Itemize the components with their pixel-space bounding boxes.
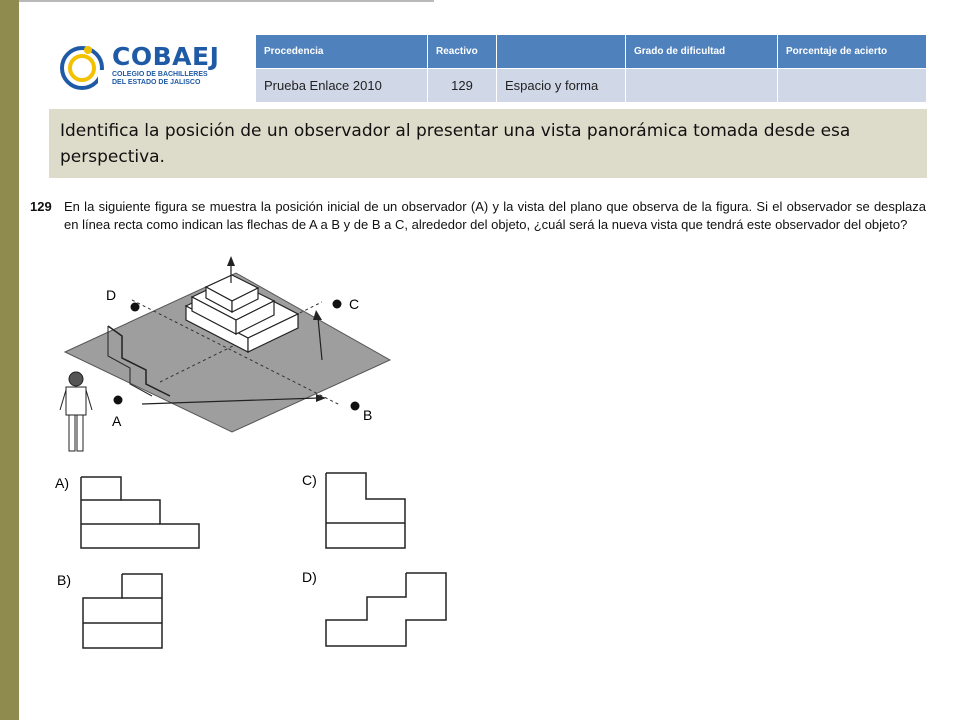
- point-b-marker: [351, 402, 360, 411]
- cell-procedencia: Prueba Enlace 2010: [256, 69, 428, 103]
- option-d-label: D): [302, 569, 317, 585]
- label-d: D: [106, 287, 117, 303]
- logo-subtitle-line-2: DEL ESTADO DE JALISCO: [112, 79, 201, 86]
- option-d-shape: [326, 573, 446, 646]
- header-grado: Grado de dificultad: [626, 35, 778, 69]
- option-b-label: B): [57, 572, 71, 588]
- label-a: A: [112, 413, 122, 429]
- logo-subtitle-line-1: COLEGIO DE BACHILLERES: [112, 71, 208, 78]
- logo-name: COBAEJ: [112, 42, 220, 71]
- cell-eje: Espacio y forma: [497, 69, 626, 103]
- header-porcentaje: Porcentaje de acierto: [778, 35, 927, 69]
- question-number: 129: [30, 199, 52, 214]
- option-a-shape: [81, 477, 199, 548]
- point-d-marker: [131, 303, 140, 312]
- option-b-shape: [83, 574, 162, 648]
- objective-text: Identifica la posición de un observador al presentar una vista panorámica tomada desde esa perspectiva.: [60, 121, 851, 167]
- option-c-shape: [326, 473, 405, 548]
- question-text: En la siguiente figura se muestra la posición inicial de un observador (A) y la vista del plano que observa de la figura. Si el observador se desplaza en línea recta como indican las flechas de A a B y de B a C, alrededor del objeto, ¿cuál será la nueva vista que tendrá este observador del objeto?: [64, 199, 926, 232]
- label-b: B: [363, 407, 373, 423]
- header-procedencia: Procedencia: [256, 35, 428, 69]
- observer-person-icon: [60, 372, 92, 451]
- point-a-marker: [114, 396, 123, 405]
- option-c-label: C): [302, 472, 317, 488]
- cell-reactivo: 129: [428, 69, 497, 103]
- option-a-label: A): [55, 475, 69, 491]
- isometric-diagram: [60, 256, 390, 451]
- label-c: C: [349, 296, 360, 312]
- point-c-marker: [333, 300, 342, 309]
- header-reactivo: Reactivo: [428, 35, 497, 69]
